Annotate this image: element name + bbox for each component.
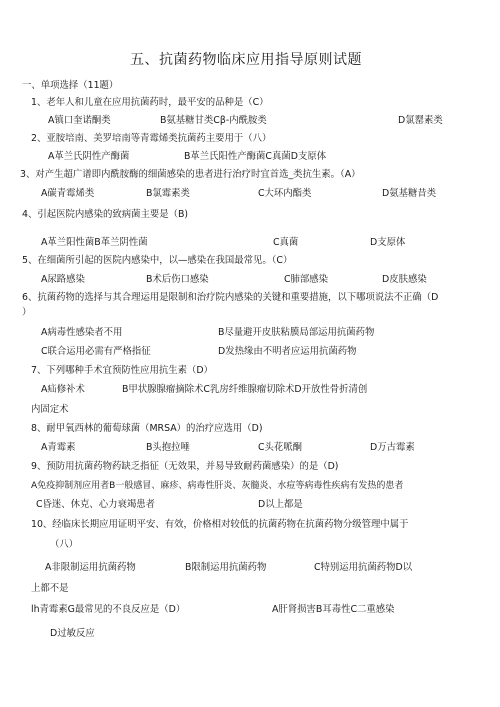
question-3-option-a: A碳青霉烯类 (41, 188, 95, 199)
question-11-stem: lh青霉素G最常见的不良反应是（D） (31, 604, 186, 615)
question-11-option-ab: A肝肾损害B耳毒性C二重感染 (272, 604, 395, 615)
question-6-option-b: B尽量避开皮肤粘膜局部运用抗菌药物 (218, 327, 375, 338)
question-3-option-b: B氯霉素类 (146, 188, 190, 199)
question-3-option-d: D氨基糖昔类 (382, 188, 437, 199)
question-1-option-d: D氯罂素类 (398, 115, 443, 126)
question-9-option-c: C昏迷、休克、心力衰竭患者 (36, 499, 156, 510)
question-3-option-c: C大环内酯类 (258, 188, 312, 199)
question-9-stem: 9、预防用抗菌药物药缺乏指征（无效果，并易导致耐药菌感染）的是（D) (31, 461, 339, 472)
question-6-option-a: A病毒性感染者不用 (41, 327, 123, 338)
question-9-option-ab: A免疫抑制剂应用者B一般感冒、麻疹、病毒性肝炎、灰髓炎、水痘等病毒性疾病有发热的患者 (31, 481, 404, 491)
question-10-option-a: A非限制运用抗菌药物 (45, 562, 136, 573)
question-1-option-a: A镇口奎诺酮类 (48, 115, 111, 126)
question-3-stem: 3、对产生超广谱即内酰胺酶的细菌感染的患者进行治疗时宜首选_类抗生素。（A） (20, 169, 361, 180)
question-5-option-d: D皮肤感染 (382, 274, 427, 285)
question-4-option-c: C真菌 (273, 237, 299, 248)
question-8-option-b: B头抱拉唾 (146, 442, 190, 453)
question-6-option-c: C联合运用必需有严格指征 (41, 346, 151, 357)
question-10-answer: （八） (50, 539, 79, 550)
question-4-stem: 4、引起医院内感染的致病菌主要是（B) (22, 209, 189, 220)
question-6-stem: 6、抗菌药物的选择与其合理运用是限制和治疗院内感染的关键和重要措施，以下哪项说法不正确（D (22, 292, 439, 303)
question-2-option-bcd: B革兰氏阳性产酶菌C真菌D支原体 (184, 151, 327, 162)
question-9-option-d: D以上都是 (258, 499, 303, 510)
question-5-option-a: A尿路感染 (41, 274, 85, 285)
question-5-option-c: C肺部感染 (284, 274, 329, 285)
question-4-option-ab: A革兰阳性菌B革兰阴性菌 (41, 237, 148, 248)
question-1-stem: 1、老年人和儿童在应用抗菌药时，最平安的品种是（C） (31, 97, 269, 108)
question-6-option-d: D发热缘由不明者应运用抗菌药物 (218, 346, 357, 357)
question-7-option-bcd: B甲状腺腺瘤摘除术C乳房纤维腺瘤切除术D开放性骨折清创 (122, 384, 368, 395)
section-heading: 一、单项选择（11题） (22, 80, 119, 91)
question-10-stem: 10、经临床长期应用证明平安、有效，价格相对较低的抗菌药物在抗菌药物分级管理中属于 (31, 519, 409, 530)
question-10-option-c: C特别运用抗菌药物D以 (314, 562, 413, 573)
question-5-stem: 5、在细菌所引起的医院内感染中，以—感染在我国最常见。（C） (22, 255, 293, 266)
question-1-option-bc: B氨基糖甘类Cβ-内酰胺类 (160, 115, 267, 126)
question-5-option-b: B术后伤口感染 (146, 274, 209, 285)
question-8-option-c: C头花哌酮 (258, 442, 303, 453)
question-8-stem: 8、耐甲氧西林的葡萄球菌（MRSA）的治疗应选用（D) (31, 423, 263, 434)
question-7-wrap: 内固定术 (31, 404, 69, 415)
question-10-wrap: 上都不是 (31, 583, 69, 594)
question-6-stem-end: ） (22, 307, 32, 318)
question-8-option-d: D万古霉素 (370, 442, 415, 453)
question-10-option-b: B限制运用抗菌药物 (185, 562, 267, 573)
question-8-option-a: A青霉素 (41, 442, 76, 453)
question-2-option-a: A革兰氏阴性产酶菌 (48, 151, 130, 162)
question-7-option-a: A疝修补术 (41, 384, 85, 395)
question-7-stem: 7、下列哪种手术宜预防性应用抗生素（D） (31, 365, 213, 376)
page-title: 五、抗菌药物临床应用指导原则试题 (130, 52, 362, 68)
question-4-option-d: D支原体 (370, 237, 406, 248)
question-11-option-d: D过敏反应 (50, 628, 95, 639)
question-2-stem: 2、亚胺培南、美罗培南等青霉烯类抗菌药主要用于（八） (31, 133, 272, 144)
